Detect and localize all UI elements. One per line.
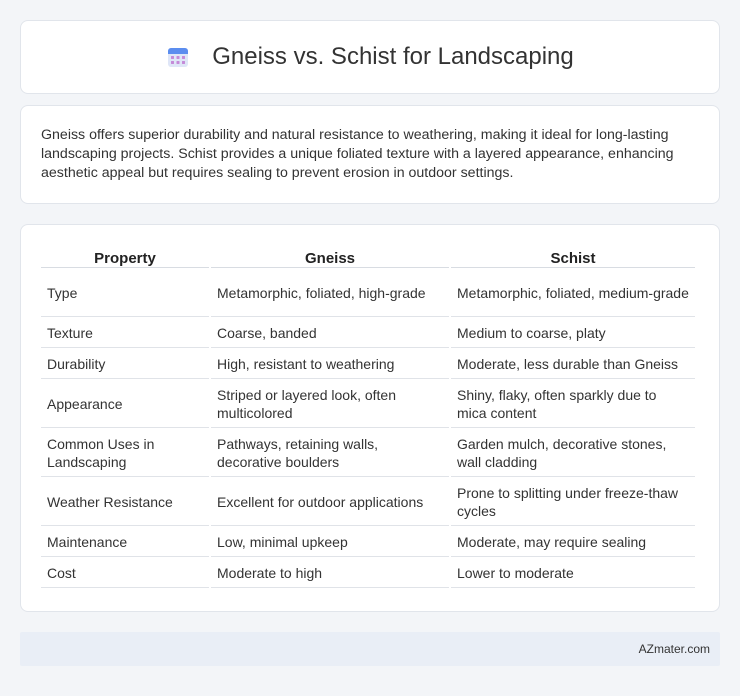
table-header-row (41, 245, 695, 268)
table-cell: Moderate, may require sealing (451, 526, 695, 557)
table-row (41, 379, 695, 428)
table-cell: Excellent for outdoor applications (211, 477, 449, 526)
table-cell: Common Uses in Landscaping (41, 428, 209, 477)
table-cell: Durability (41, 348, 209, 379)
table-cell: Weather Resistance (41, 477, 209, 526)
table-row (41, 428, 695, 477)
comparison-table (39, 245, 697, 588)
header-gneiss: Gneiss (211, 245, 449, 268)
table-cell: Shiny, flaky, often sparkly due to mica content (451, 379, 695, 428)
table-cell: Appearance (41, 379, 209, 428)
comparison-table-card (20, 224, 720, 612)
table-row (41, 317, 695, 348)
header-schist: Schist (451, 245, 695, 268)
header-card (20, 20, 720, 94)
table-cell: Striped or layered look, often multicolored (211, 379, 449, 428)
page-title: Gneiss vs. Schist for Landscaping (212, 43, 574, 70)
table-cell: Metamorphic, foliated, high-grade (211, 268, 449, 317)
summary-card (20, 105, 720, 204)
table-cell: Low, minimal upkeep (211, 526, 449, 557)
header-property: Property (41, 245, 209, 268)
summary-text: Gneiss offers superior durability and natural resistance to weathering, making it ideal for long-lasting landscaping projects. Schist provides a unique foliated texture with a layered appearance, enhancing aesthetic appeal but requires sealing to prevent erosion in outdoor settings. (41, 127, 674, 181)
table-cell: Type (41, 268, 209, 317)
table-cell: Texture (41, 317, 209, 348)
table-cell: High, resistant to weathering (211, 348, 449, 379)
table-row (41, 557, 695, 588)
table-row (41, 526, 695, 557)
table-row (41, 477, 695, 526)
footer-brand: AZmater.com (638, 642, 710, 656)
table-cell: Garden mulch, decorative stones, wall cladding (451, 428, 695, 477)
table-cell: Moderate to high (211, 557, 449, 588)
calendar-icon (166, 45, 190, 69)
footer (20, 632, 720, 666)
table-cell: Maintenance (41, 526, 209, 557)
table-cell: Metamorphic, foliated, medium-grade (451, 268, 695, 317)
table-cell: Coarse, banded (211, 317, 449, 348)
table-cell: Cost (41, 557, 209, 588)
table-cell: Pathways, retaining walls, decorative boulders (211, 428, 449, 477)
table-cell: Lower to moderate (451, 557, 695, 588)
table-row (41, 348, 695, 379)
table-row (41, 268, 695, 317)
table-cell: Prone to splitting under freeze-thaw cycles (451, 477, 695, 526)
table-cell: Moderate, less durable than Gneiss (451, 348, 695, 379)
table-cell: Medium to coarse, platy (451, 317, 695, 348)
